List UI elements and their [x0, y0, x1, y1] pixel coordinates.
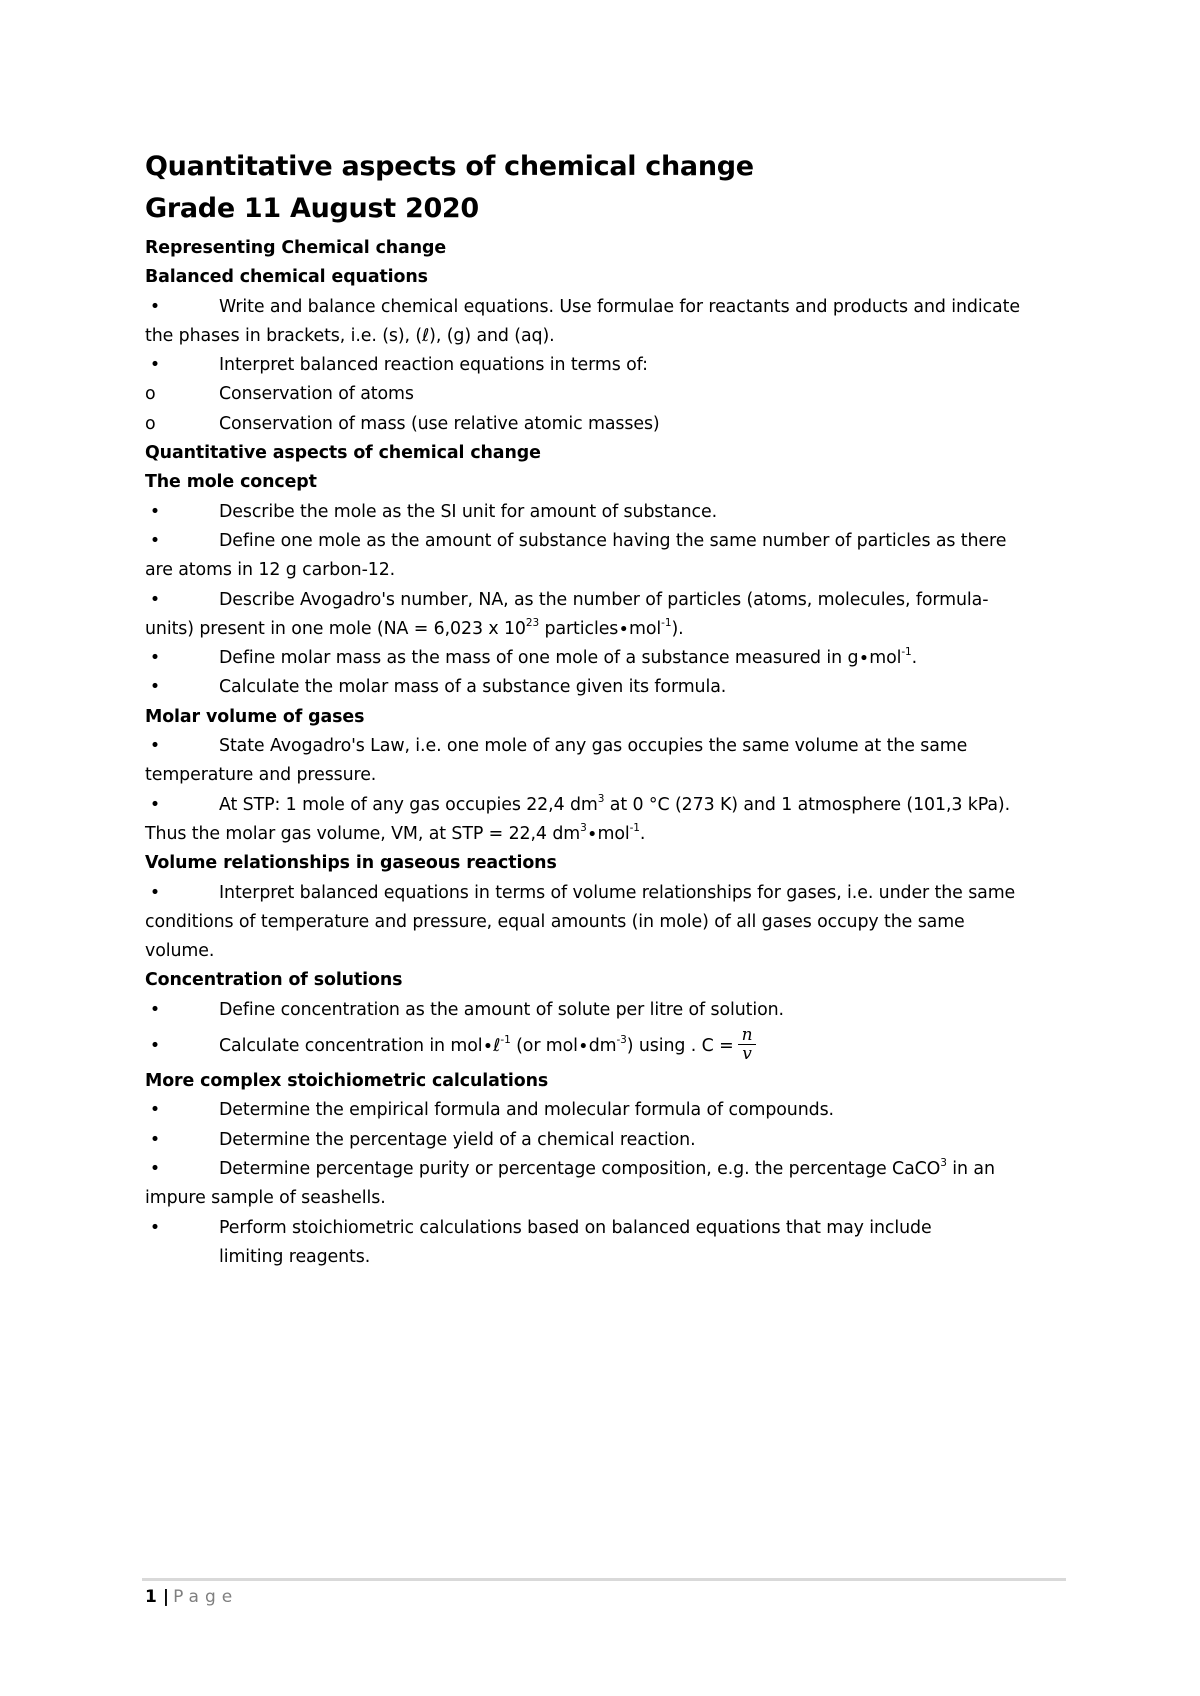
item-text: State Avogadro's Law, i.e. one mole of any gas occupies the same volume at the same	[219, 736, 968, 757]
list-item	[145, 1214, 1065, 1243]
superscript: -1	[629, 822, 640, 835]
item-text: Conservation of atoms	[219, 384, 414, 405]
text-run: in an	[946, 1158, 995, 1179]
bullet-icon: •	[149, 648, 161, 669]
bullet-icon: •	[149, 530, 161, 551]
text-run: At STP: 1 mole of any gas occupies 22,4 dm	[219, 794, 598, 815]
bullet-icon: •	[149, 794, 161, 815]
bullet-icon: •	[149, 1036, 161, 1057]
page-footer	[145, 1587, 238, 1607]
superscript: -3	[616, 1034, 627, 1047]
footer-divider	[142, 1578, 1066, 1581]
bullet-icon: •	[149, 1217, 161, 1238]
item-text-continued: conditions of temperature and pressure, equal amounts (in mole) of all gases occupy the same	[145, 911, 965, 932]
item-text-continued: temperature and pressure.	[145, 765, 377, 786]
section-heading: Concentration of solutions	[145, 970, 403, 991]
item-text-continued: impure sample of seashells.	[145, 1188, 386, 1209]
text-run: .	[639, 823, 646, 844]
section-heading: Representing Chemical change	[145, 238, 447, 258]
section-heading: Quantitative aspects of chemical change	[145, 443, 541, 464]
item-text: Describe the mole as the SI unit for amount of substance.	[219, 501, 718, 522]
list-item	[145, 1025, 1065, 1067]
item-text: Describe Avogadro's number, NA, as the number of particles (atoms, molecules, formula-	[219, 589, 989, 610]
page-number: 1	[145, 1587, 157, 1607]
sub-list-item	[145, 410, 1065, 439]
sub-bullet-icon: o	[145, 384, 156, 405]
list-item	[145, 644, 1065, 673]
fraction	[738, 1026, 757, 1063]
list-item	[145, 996, 1065, 1025]
text-run: Calculate concentration in mol∙ℓ	[219, 1036, 501, 1057]
document-title: Quantitative aspects of chemical change	[145, 151, 754, 182]
text-run: .	[911, 648, 918, 669]
section-heading: Molar volume of gases	[145, 706, 365, 727]
fraction-denominator: v	[742, 1043, 752, 1064]
text-run: Define molar mass as the mass of one mole of a substance measured in g∙mol	[219, 648, 902, 669]
item-text: Calculate the molar mass of a substance given its formula.	[219, 677, 727, 698]
section-heading: More complex stoichiometric calculations	[145, 1071, 549, 1092]
item-text: Determine the percentage yield of a chemical reaction.	[219, 1129, 696, 1150]
text-run: (or mol∙dm	[510, 1036, 617, 1057]
document-subtitle: Grade 11 August 2020	[145, 193, 479, 224]
page-label: Page	[173, 1587, 239, 1607]
list-item	[145, 351, 1065, 380]
list-item	[145, 498, 1065, 527]
item-text: Perform stoichiometric calculations based on balanced equations that may include	[219, 1217, 932, 1238]
list-item	[145, 293, 1065, 322]
superscript: -1	[661, 617, 672, 630]
bullet-icon: •	[149, 589, 161, 610]
footer-separator: |	[162, 1587, 170, 1607]
text-run: particles∙mol	[539, 618, 662, 639]
document-body	[145, 234, 1065, 1272]
list-item	[145, 879, 1065, 908]
fraction-numerator: n	[738, 1026, 757, 1045]
text-run: ) using . C =	[626, 1036, 734, 1057]
item-text-continued: the phases in brackets, i.e. (s), (ℓ), (g) and (aq).	[145, 325, 555, 346]
superscript: -1	[901, 646, 912, 659]
item-text: Interpret balanced reaction equations in terms of:	[219, 355, 648, 376]
item-text-continued: are atoms in 12 g carbon-12.	[145, 560, 396, 581]
superscript: 3	[580, 822, 587, 835]
item-text-continued	[145, 615, 1065, 644]
item-text: Write and balance chemical equations. Use formulae for reactants and products and indicate	[219, 296, 1020, 317]
text-run: at 0 °C (273 K) and 1 atmosphere (101,3 kPa).	[604, 794, 1011, 815]
bullet-icon: •	[149, 1158, 161, 1179]
item-text	[219, 1024, 756, 1064]
bullet-icon: •	[149, 882, 161, 903]
bullet-icon: •	[149, 999, 161, 1020]
sub-list-item	[145, 380, 1065, 409]
list-item	[145, 586, 1065, 615]
sub-bullet-icon: o	[145, 413, 156, 434]
superscript: -1	[500, 1034, 511, 1047]
text-run: units) present in one mole (NA = 6,023 x 10	[145, 618, 526, 639]
section-heading: Balanced chemical equations	[145, 267, 428, 288]
bullet-icon: •	[149, 501, 161, 522]
item-text: Define concentration as the amount of solute per litre of solution.	[219, 999, 784, 1020]
bullet-icon: •	[149, 736, 161, 757]
item-text-continued: limiting reagents.	[219, 1246, 371, 1267]
list-item	[145, 527, 1065, 556]
item-text	[219, 648, 917, 668]
text-run: ∙mol	[586, 823, 630, 844]
superscript: 3	[597, 792, 605, 805]
text-run: Thus the molar gas volume, VM, at STP = 22,4 dm	[145, 823, 581, 844]
item-text: Define one mole as the amount of substance having the same number of particles as there	[219, 530, 1007, 551]
item-text-continued: volume.	[145, 941, 215, 962]
item-text	[219, 1159, 995, 1179]
bullet-icon: •	[149, 355, 161, 376]
item-text	[219, 792, 1011, 815]
item-text: Interpret balanced equations in terms of volume relationships for gases, i.e. under the same	[219, 882, 1016, 903]
bullet-icon: •	[149, 677, 161, 698]
list-item	[145, 732, 1065, 761]
bullet-icon: •	[149, 1100, 161, 1121]
bullet-icon: •	[149, 296, 161, 317]
item-text: Conservation of mass (use relative atomic masses)	[219, 413, 660, 434]
section-heading: Volume relationships in gaseous reactions	[145, 853, 557, 874]
item-text-continued	[145, 820, 1065, 849]
list-item	[145, 1126, 1065, 1155]
list-item	[145, 673, 1065, 702]
text-run: ).	[671, 618, 684, 639]
section-heading: The mole concept	[145, 472, 317, 493]
list-item	[145, 1096, 1065, 1125]
superscript: 3	[940, 1157, 947, 1170]
superscript: 23	[525, 617, 540, 630]
bullet-icon: •	[149, 1129, 161, 1150]
item-text: Determine the empirical formula and molecular formula of compounds.	[219, 1100, 834, 1121]
list-item	[145, 791, 1065, 820]
text-run: Determine percentage purity or percentage composition, e.g. the percentage CaCO	[219, 1158, 941, 1179]
list-item	[145, 1155, 1065, 1184]
